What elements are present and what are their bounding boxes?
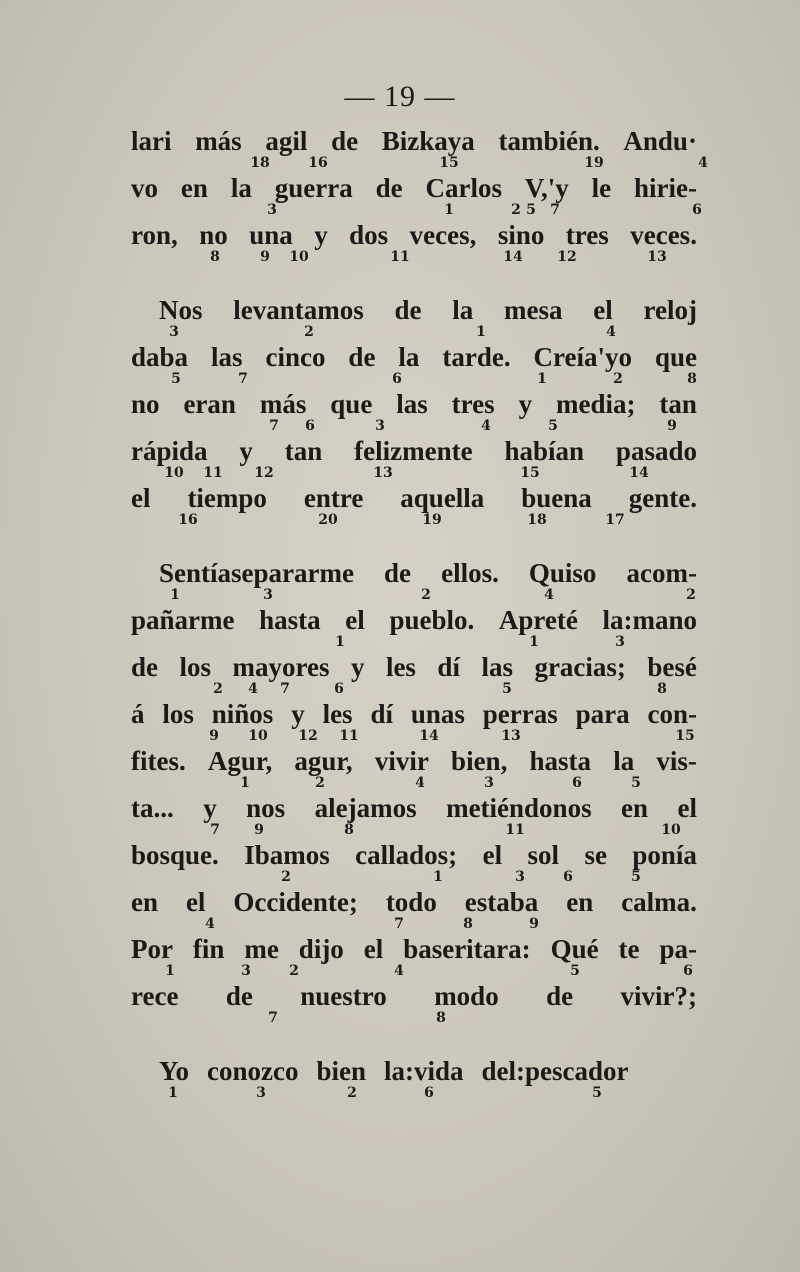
word: Por [131, 934, 173, 964]
word: los [179, 652, 211, 682]
word-order-numbers [131, 726, 697, 750]
word: Quiso [528, 558, 597, 588]
word: Apreté [498, 605, 578, 635]
word-order-number: 7 [280, 681, 290, 697]
word-order-number: 2 [281, 869, 291, 885]
word-order-number: 1 [170, 587, 180, 603]
word: media; [556, 389, 636, 419]
word: ellos. [441, 558, 499, 588]
word-order-number: 12 [254, 465, 274, 481]
word-order-number: 20 [318, 512, 338, 528]
word-order-number: 7 [269, 418, 279, 434]
word-order-number: 12 [557, 249, 577, 265]
word-order-numbers [131, 867, 697, 891]
word: el [593, 295, 613, 325]
word-order-number: 3 [515, 869, 525, 885]
word: guerra [274, 173, 353, 203]
word: la [230, 173, 252, 203]
word-order-number: 15 [520, 465, 540, 481]
word: pueblo. [389, 605, 475, 635]
word-order-numbers [131, 1083, 697, 1107]
word-order-number: 6 [572, 775, 582, 791]
word: rece [131, 981, 179, 1011]
word-order-number: 2 [315, 775, 325, 791]
word-order-number: 18 [527, 512, 547, 528]
word: una [249, 220, 293, 250]
word: y [291, 699, 305, 729]
text-line [131, 483, 697, 513]
word-order-number: 11 [339, 728, 359, 744]
word-order-number: 10 [248, 728, 268, 744]
word-order-number: 5 [502, 681, 512, 697]
word-order-number: 9 [667, 418, 677, 434]
word-order-number: 4 [394, 963, 404, 979]
text-line [131, 981, 697, 1011]
word: fin [192, 934, 225, 964]
word: la [398, 342, 420, 372]
word: sino [497, 220, 545, 250]
word-order-number: 5 [592, 1085, 602, 1101]
word: para [575, 699, 630, 729]
word: V,'y [524, 173, 569, 203]
text-block [131, 126, 708, 1107]
word: de [225, 981, 253, 1011]
word: Ibamos [244, 840, 330, 870]
word-order-number: 19 [584, 155, 604, 171]
word-order-number: 6 [305, 418, 315, 434]
word-order-number: 5 [548, 418, 558, 434]
word: de [331, 126, 359, 156]
word: el [131, 483, 151, 513]
word: dijo [298, 934, 344, 964]
word: me [244, 934, 279, 964]
word: las [481, 652, 513, 682]
word: también. [498, 126, 600, 156]
word: Andu· [623, 126, 697, 156]
text-line [131, 699, 697, 729]
word: en [131, 887, 158, 917]
word-order-number: 16 [308, 155, 328, 171]
word: baseritara: [403, 934, 531, 964]
word-order-number: 14 [629, 465, 649, 481]
word: lari [131, 126, 172, 156]
word: no [131, 389, 160, 419]
word: dos [349, 220, 389, 250]
word-order-number: 10 [661, 822, 681, 838]
word: las [211, 342, 243, 372]
word: de [546, 981, 574, 1011]
word: eran [183, 389, 236, 419]
word: y [239, 436, 253, 466]
word: felizmente [354, 436, 473, 466]
word-order-number: 9 [260, 249, 270, 265]
word-order-number: 2 [686, 587, 696, 603]
word-order-number: 1 [335, 634, 345, 650]
word: reloj [643, 295, 697, 325]
word: hasta [259, 605, 321, 635]
word: nuestro [300, 981, 387, 1011]
word: hasta [529, 746, 592, 776]
word: agur, [294, 746, 353, 776]
word: cinco [265, 342, 326, 372]
word: niños [211, 699, 274, 729]
word-order-number: 8 [657, 681, 667, 697]
text-line [131, 173, 697, 203]
word: tan [284, 436, 323, 466]
word: en [180, 173, 208, 203]
word-order-number: 5 [631, 869, 641, 885]
word-order-number: 10 [164, 465, 184, 481]
word-order-number: 5 [570, 963, 580, 979]
word-order-number: 8 [463, 916, 473, 932]
word-order-number: 5 [526, 202, 536, 218]
word: perras [482, 699, 558, 729]
word: habían [504, 436, 585, 466]
word: te [618, 934, 640, 964]
word: entre [303, 483, 364, 513]
text-line [131, 605, 697, 635]
word: veces. [630, 220, 697, 250]
word: mesa [504, 295, 563, 325]
word-order-number: 17 [605, 512, 625, 528]
word: les [385, 652, 416, 682]
word-order-number: 19 [422, 512, 442, 528]
word: tres [451, 389, 495, 419]
word: que [330, 389, 373, 419]
word: gente. [628, 483, 697, 513]
word-order-number: 14 [503, 249, 523, 265]
word-order-number: 8 [344, 822, 354, 838]
word-order-number: 13 [647, 249, 667, 265]
word: de [375, 173, 403, 203]
word: levantamos [233, 295, 364, 325]
word: ron, [131, 220, 178, 250]
word-order-number: 12 [298, 728, 318, 744]
word-order-number: 4 [415, 775, 425, 791]
word: ta... [131, 793, 174, 823]
word-order-number: 8 [436, 1010, 446, 1026]
word: tan [659, 389, 697, 419]
word-order-number: 7 [550, 202, 560, 218]
word-order-number: 8 [687, 371, 697, 387]
word-order-number: 5 [631, 775, 641, 791]
word: el [677, 793, 697, 823]
word-order-numbers [131, 200, 702, 224]
word-order-numbers [131, 247, 697, 271]
word-order-number: 11 [390, 249, 410, 265]
word: más [195, 126, 242, 156]
word: sol [527, 840, 560, 870]
word: bien [316, 1056, 367, 1086]
word-order-number: 6 [424, 1085, 434, 1101]
word: el [482, 840, 503, 870]
word: hirie- [634, 173, 697, 203]
word-order-number: 9 [529, 916, 539, 932]
word-order-number: 1 [537, 371, 547, 387]
word-order-number: 2 [213, 681, 223, 697]
word: el [185, 887, 206, 917]
word: en [621, 793, 649, 823]
word: vivir?; [620, 981, 697, 1011]
word: la:vida [384, 1056, 464, 1086]
word-order-number: 4 [544, 587, 554, 603]
word: Qué [550, 934, 599, 964]
word: vivir [374, 746, 429, 776]
word-order-number: 3 [615, 634, 625, 650]
word-order-number: 3 [484, 775, 494, 791]
word: acom- [626, 558, 697, 588]
word: de [348, 342, 376, 372]
word: agil [265, 126, 308, 156]
word-order-number: 8 [210, 249, 220, 265]
word-order-numbers [131, 632, 697, 656]
word-order-number: 18 [250, 155, 270, 171]
word-order-number: 2 [304, 324, 314, 340]
word-order-numbers [131, 510, 697, 534]
word: no [199, 220, 228, 250]
text-line [131, 295, 697, 325]
word-order-numbers [131, 322, 697, 346]
word-order-number: 3 [375, 418, 385, 434]
word-order-numbers [131, 1008, 697, 1032]
text-line [131, 652, 697, 682]
word: con- [647, 699, 697, 729]
text-line [131, 342, 697, 372]
text-line [131, 220, 697, 250]
word: unas [410, 699, 465, 729]
word: el [363, 934, 384, 964]
text-line [131, 793, 697, 823]
word: Occidente; [233, 887, 358, 917]
text-line [131, 389, 697, 419]
word-order-numbers [131, 679, 697, 703]
text-line [131, 887, 697, 917]
word-order-number: 9 [254, 822, 264, 838]
word: del:pescador [481, 1056, 629, 1086]
word-order-numbers [131, 914, 697, 938]
word: más [259, 389, 307, 419]
word-order-number: 10 [289, 249, 309, 265]
word: le [591, 173, 612, 203]
word: daba [131, 342, 189, 372]
word-order-number: 15 [439, 155, 459, 171]
word-order-number: 1 [240, 775, 250, 791]
word: que [654, 342, 697, 372]
word: rápida [131, 436, 208, 466]
word: en [566, 887, 594, 917]
word-order-number: 1 [529, 634, 539, 650]
word: Agur, [207, 746, 273, 776]
word-order-number: 7 [394, 916, 404, 932]
word: los [162, 699, 194, 729]
word: Carlos [425, 173, 503, 203]
word: ponía [632, 840, 697, 870]
word-order-numbers [131, 416, 697, 440]
word: mayores [232, 652, 330, 682]
word-order-numbers [131, 369, 697, 393]
word: alejamos [314, 793, 417, 823]
text-line [131, 934, 697, 964]
word: aquella [400, 483, 485, 513]
word: de [394, 295, 422, 325]
word: vo [131, 173, 158, 203]
word-order-number: 6 [683, 963, 693, 979]
word: pa- [659, 934, 697, 964]
word-order-numbers [131, 585, 697, 609]
text-line [131, 436, 697, 466]
word: buena [521, 483, 592, 513]
text-line [131, 558, 697, 588]
word: de [384, 558, 412, 588]
word-order-number: 4 [606, 324, 616, 340]
word-order-number: 3 [263, 587, 273, 603]
word: la [613, 746, 635, 776]
word-order-number: 7 [210, 822, 220, 838]
word-order-number: 1 [444, 202, 454, 218]
word-order-number: 2 [421, 587, 431, 603]
word: nos [246, 793, 286, 823]
word: pasado [615, 436, 697, 466]
word-order-number: 2 [613, 371, 623, 387]
word: tarde. [442, 342, 511, 372]
word-order-numbers [131, 463, 697, 487]
word-order-number: 2 [347, 1085, 357, 1101]
word: de [131, 652, 158, 682]
word-order-number: 4 [248, 681, 258, 697]
text-line [131, 746, 697, 776]
word: dí [370, 699, 393, 729]
word-order-number: 3 [267, 202, 277, 218]
word-order-number: 5 [171, 371, 181, 387]
word: Bizkaya [381, 126, 475, 156]
word-order-number: 11 [505, 822, 525, 838]
word-order-number: 1 [433, 869, 443, 885]
text-line [131, 1056, 697, 1086]
word: dí [437, 652, 460, 682]
word-order-numbers [131, 773, 697, 797]
word: estaba [464, 887, 539, 917]
word: Nos [159, 295, 203, 325]
word-order-number: 2 [289, 963, 299, 979]
word-order-numbers [131, 153, 708, 177]
word-order-number: 4 [698, 155, 708, 171]
word-order-numbers [131, 961, 697, 985]
word-order-number: 4 [205, 916, 215, 932]
text-line [131, 840, 697, 870]
word: la [452, 295, 474, 325]
word-order-number: 6 [392, 371, 402, 387]
word: veces, [409, 220, 477, 250]
word-order-number: 1 [165, 963, 175, 979]
word: gracias; [534, 652, 626, 682]
word: y [350, 652, 365, 682]
word: á [131, 699, 145, 729]
word-order-number: 6 [692, 202, 702, 218]
word: y [518, 389, 533, 419]
word-order-number: 13 [373, 465, 393, 481]
word-order-number: 15 [675, 728, 695, 744]
word: tres [565, 220, 609, 250]
word: la:mano [602, 605, 697, 635]
word: conozco [207, 1056, 299, 1086]
word: se [584, 840, 607, 870]
word: y [203, 793, 217, 823]
word: pañarme [131, 605, 235, 635]
word: fites. [131, 746, 186, 776]
word: vis- [656, 746, 697, 776]
word: modo [434, 981, 499, 1011]
word: Sentíasepararme [159, 558, 354, 588]
word-order-number: 7 [238, 371, 248, 387]
word-order-number: 3 [241, 963, 251, 979]
word-order-numbers [131, 820, 697, 844]
word-order-number: 1 [168, 1085, 178, 1101]
text-line [131, 126, 697, 156]
word: el [345, 605, 365, 635]
word-order-number: 6 [334, 681, 344, 697]
word-order-number: 6 [563, 869, 573, 885]
word: bosque. [131, 840, 219, 870]
word: besé [647, 652, 697, 682]
page-number: — 19 — [344, 80, 456, 113]
word-order-number: 1 [476, 324, 486, 340]
word: metiéndonos [446, 793, 592, 823]
word: Yo [159, 1056, 190, 1086]
word-order-number: 16 [178, 512, 198, 528]
word: les [322, 699, 353, 729]
word-order-number: 3 [169, 324, 179, 340]
word: Creía'yo [533, 342, 633, 372]
word-order-number: 14 [419, 728, 439, 744]
word: y [314, 220, 328, 250]
word-order-number: 9 [209, 728, 219, 744]
word: bien, [451, 746, 508, 776]
word-order-number: 7 [268, 1010, 278, 1026]
word-order-number: 13 [501, 728, 521, 744]
word: todo [385, 887, 437, 917]
word: callados; [355, 840, 458, 870]
word: calma. [621, 887, 697, 917]
word: tiempo [187, 483, 267, 513]
word-order-number: 4 [481, 418, 491, 434]
word-order-number: 3 [256, 1085, 266, 1101]
word: las [396, 389, 428, 419]
word-order-number: 11 [203, 465, 223, 481]
word-order-number: 2 [511, 202, 521, 218]
